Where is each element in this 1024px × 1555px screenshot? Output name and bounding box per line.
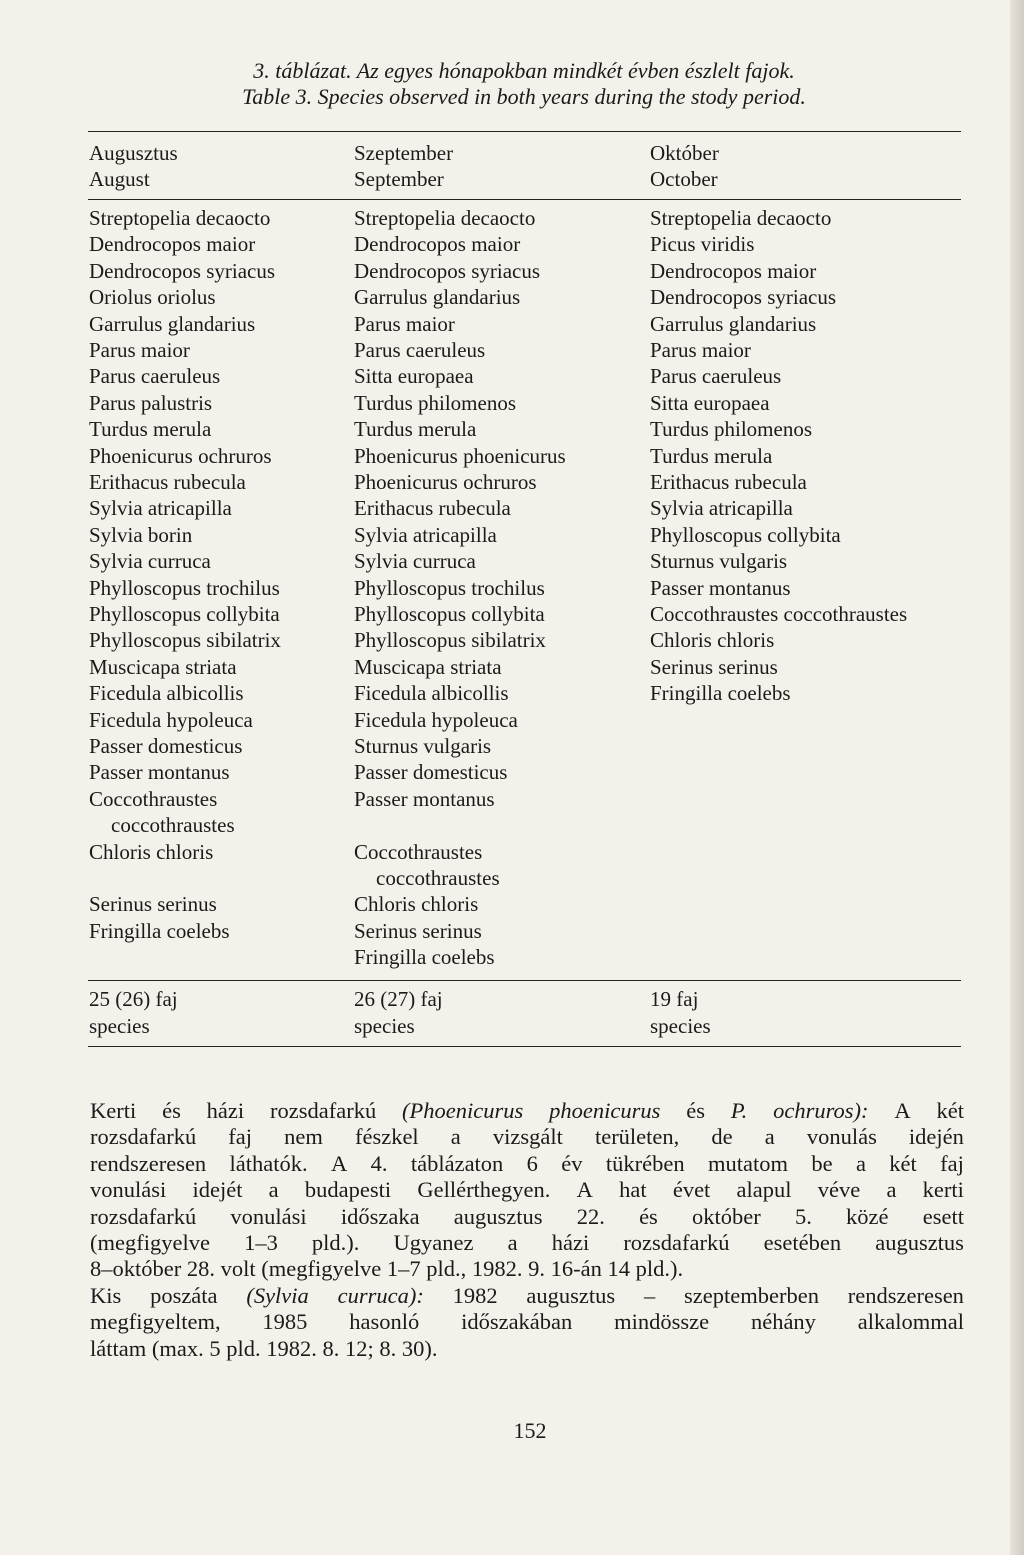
species-cell: Picus viridis bbox=[650, 232, 755, 257]
word: 4. bbox=[370, 1150, 388, 1176]
word: táblázaton bbox=[410, 1150, 504, 1176]
species-cell: Ficedula albicollis bbox=[89, 681, 244, 706]
word: faj bbox=[228, 1124, 253, 1150]
word: a bbox=[268, 1177, 279, 1203]
word: pld. bbox=[226, 1335, 267, 1361]
column-header-hu: Október bbox=[650, 141, 719, 165]
species-cell: Turdus philomenos bbox=[650, 417, 813, 442]
column-header-hu: Szeptember bbox=[354, 141, 454, 165]
species-cell: Sitta europaea bbox=[650, 390, 770, 415]
species-cell: Ficedula albicollis bbox=[354, 681, 509, 706]
word: láttam bbox=[90, 1335, 152, 1361]
species-cell: Turdus merula bbox=[89, 417, 212, 442]
species-cell: Parus palustris bbox=[89, 390, 213, 415]
species-cell: Phylloscopus trochilus bbox=[89, 575, 280, 600]
species-cell: Passer montanus bbox=[89, 760, 230, 785]
word: augusztus bbox=[875, 1229, 964, 1255]
species-cell: Streptopelia decaocto bbox=[354, 206, 536, 230]
word: megfigyeltem, bbox=[90, 1309, 221, 1335]
species-cell: Parus maior bbox=[89, 338, 190, 362]
word: Ugyanez bbox=[393, 1229, 474, 1255]
species-cell: Chloris chloris bbox=[89, 839, 214, 864]
species-cell: Fringilla coelebs bbox=[650, 681, 791, 706]
species-cell: Phylloscopus sibilatrix bbox=[354, 628, 546, 653]
word: (Sylvia bbox=[246, 1282, 309, 1308]
word: be bbox=[811, 1150, 833, 1176]
paragraph-line bbox=[90, 1336, 964, 1362]
word: pld., bbox=[426, 1256, 472, 1282]
word: 22. bbox=[576, 1203, 605, 1229]
word: két bbox=[889, 1150, 917, 1176]
word: a bbox=[764, 1124, 775, 1150]
word: 1–3 bbox=[244, 1229, 278, 1255]
species-cell: Sturnus vulgaris bbox=[354, 734, 492, 758]
word: rozsdafarkú bbox=[623, 1229, 730, 1255]
species-cell: Erithacus rubecula bbox=[650, 470, 807, 494]
body-text bbox=[90, 1098, 964, 1362]
word: néhány bbox=[750, 1309, 816, 1335]
species-cell: Serinus serinus bbox=[89, 892, 217, 917]
species-cell: Coccothraustes coccothraustes bbox=[650, 602, 908, 626]
paragraph-line bbox=[90, 1309, 964, 1335]
species-cell: Muscicapa striata bbox=[89, 654, 237, 679]
table-top-rule bbox=[88, 131, 961, 132]
species-cell: Parus caeruleus bbox=[650, 364, 782, 389]
word: szeptemberben bbox=[684, 1282, 819, 1308]
word: kerti bbox=[922, 1177, 964, 1203]
paragraph-line bbox=[90, 1256, 964, 1282]
column-header-en: August bbox=[89, 167, 150, 191]
paragraph-line bbox=[90, 1204, 964, 1230]
word: 5. bbox=[794, 1203, 812, 1229]
word: A bbox=[576, 1177, 593, 1203]
word: (Phoenicurus bbox=[402, 1098, 524, 1123]
word: nem bbox=[284, 1124, 323, 1150]
word: A bbox=[331, 1150, 348, 1176]
species-cell: Streptopelia decaocto bbox=[89, 206, 271, 230]
species-cell: Coccothraustes bbox=[89, 786, 218, 811]
word: mutatom bbox=[707, 1150, 788, 1176]
word: a bbox=[507, 1229, 518, 1255]
species-cell: Sylvia curruca bbox=[89, 549, 211, 574]
word: hat bbox=[619, 1177, 647, 1203]
word: P. bbox=[730, 1098, 748, 1123]
paragraph-line bbox=[90, 1230, 964, 1256]
species-cell: Turdus philomenos bbox=[354, 390, 517, 415]
species-cell: Streptopelia decaocto bbox=[650, 206, 832, 230]
table-header-rule bbox=[88, 199, 961, 200]
species-cell: Garrulus glandarius bbox=[650, 311, 817, 336]
word: közé bbox=[846, 1203, 889, 1229]
species-cell: Phylloscopus collybita bbox=[650, 522, 841, 547]
species-cell: Sylvia atricapilla bbox=[354, 522, 497, 547]
word: phoenicurus bbox=[549, 1098, 661, 1123]
word: volt bbox=[220, 1256, 262, 1282]
species-cell: Coccothraustes bbox=[354, 839, 483, 864]
species-cell: Erithacus rubecula bbox=[89, 470, 246, 494]
word: a bbox=[450, 1124, 461, 1150]
species-cell: Chloris chloris bbox=[354, 892, 479, 917]
species-cell: Chloris chloris bbox=[650, 628, 775, 653]
species-count-label: species bbox=[354, 1014, 415, 1038]
word: Gellérthegyen. bbox=[417, 1177, 551, 1203]
word: vonulási bbox=[90, 1177, 167, 1203]
word: rendszeresen bbox=[90, 1150, 207, 1176]
species-cell: Fringilla coelebs bbox=[89, 918, 230, 943]
word: 6 bbox=[526, 1150, 538, 1176]
column-header-hu: Augusztus bbox=[89, 141, 178, 165]
species-cell: Sylvia borin bbox=[89, 522, 193, 547]
word: Kerti bbox=[90, 1098, 137, 1123]
word: 8–október bbox=[90, 1256, 187, 1282]
word: pld.). bbox=[635, 1256, 684, 1282]
page-number: 152 bbox=[513, 1418, 547, 1443]
species-cell: Parus caeruleus bbox=[354, 338, 486, 362]
word: házi bbox=[551, 1229, 590, 1255]
page-edge-shadow bbox=[1010, 0, 1024, 1555]
word: október bbox=[692, 1203, 761, 1229]
word: budapesti bbox=[304, 1177, 392, 1203]
word: esetében bbox=[763, 1229, 842, 1255]
species-cell: coccothraustes bbox=[111, 813, 235, 838]
species-cell: Phoenicurus ochruros bbox=[89, 443, 272, 468]
word: láthatók. bbox=[229, 1150, 308, 1176]
word: időszakában bbox=[461, 1309, 573, 1335]
word: véve bbox=[817, 1177, 861, 1203]
species-cell: Phylloscopus collybita bbox=[89, 602, 280, 626]
word: 8. bbox=[379, 1335, 402, 1361]
species-cell: coccothraustes bbox=[376, 866, 500, 890]
word: évet bbox=[672, 1177, 711, 1203]
species-cell: Turdus merula bbox=[650, 443, 773, 468]
table-body-rule bbox=[88, 980, 961, 981]
species-count: 26 (27) faj bbox=[354, 987, 443, 1011]
word: Kis bbox=[90, 1282, 122, 1308]
species-count: 25 (26) faj bbox=[89, 987, 178, 1011]
word: területen, bbox=[594, 1124, 680, 1150]
species-cell: Dendrocopos syriacus bbox=[650, 285, 837, 310]
species-cell: Turdus merula bbox=[354, 417, 477, 442]
word: a bbox=[855, 1150, 866, 1176]
species-cell: Parus maior bbox=[650, 338, 751, 362]
species-cell: Dendrocopos maior bbox=[354, 232, 521, 257]
species-cell: Muscicapa striata bbox=[354, 654, 502, 679]
paragraph-line bbox=[90, 1098, 964, 1124]
word: a bbox=[886, 1177, 897, 1203]
word: év bbox=[561, 1150, 583, 1176]
word: vonulás bbox=[806, 1124, 877, 1150]
word: (megfigyelve bbox=[261, 1256, 387, 1282]
table-bottom-rule bbox=[88, 1046, 961, 1047]
word: fészkel bbox=[354, 1124, 419, 1150]
species-cell: Sylvia atricapilla bbox=[89, 496, 232, 521]
species-cell: Sylvia atricapilla bbox=[650, 496, 793, 521]
word: rozsdafarkú bbox=[90, 1203, 197, 1229]
word: vonulási bbox=[230, 1203, 307, 1229]
word: faj bbox=[940, 1150, 964, 1176]
word: 5 bbox=[209, 1335, 227, 1361]
word: vizsgált bbox=[492, 1124, 563, 1150]
species-cell: Ficedula hypoleuca bbox=[354, 707, 518, 732]
species-cell: Phylloscopus collybita bbox=[354, 602, 545, 626]
species-cell: Dendrocopos syriacus bbox=[354, 258, 541, 283]
word: és bbox=[686, 1098, 705, 1123]
species-cell: Phoenicurus ochruros bbox=[354, 470, 537, 494]
word: 30). bbox=[401, 1335, 438, 1361]
word: mindössze bbox=[614, 1309, 710, 1335]
species-count: 19 faj bbox=[650, 987, 699, 1011]
word: 1982 bbox=[452, 1282, 498, 1308]
table-caption-english: Table 3. Species observed in both years during the stody period. bbox=[242, 84, 806, 109]
word: 14 bbox=[607, 1256, 636, 1282]
paragraph-line bbox=[90, 1283, 964, 1309]
species-cell: Phylloscopus trochilus bbox=[354, 575, 545, 600]
species-cell: Dendrocopos syriacus bbox=[89, 258, 276, 283]
word: tükrében bbox=[605, 1150, 685, 1176]
word: (megfigyelve bbox=[90, 1229, 210, 1255]
word: rendszeresen bbox=[847, 1282, 964, 1308]
species-cell: Erithacus rubecula bbox=[354, 496, 511, 521]
species-cell: Sturnus vulgaris bbox=[650, 549, 788, 574]
paragraph-line bbox=[90, 1124, 964, 1150]
species-cell: Passer domesticus bbox=[354, 760, 508, 785]
species-count-label: species bbox=[650, 1014, 711, 1038]
species-cell: Serinus serinus bbox=[650, 654, 778, 679]
word: idejét bbox=[192, 1177, 243, 1203]
word: két bbox=[936, 1098, 964, 1123]
word: idején bbox=[908, 1124, 964, 1150]
word: poszáta bbox=[150, 1282, 218, 1308]
word: 1–7 bbox=[386, 1256, 427, 1282]
word: hasonló bbox=[349, 1309, 420, 1335]
word: és bbox=[162, 1098, 181, 1123]
word: 28. bbox=[186, 1256, 221, 1282]
species-cell: Passer montanus bbox=[650, 575, 791, 600]
word: esett bbox=[922, 1203, 964, 1229]
paragraph-line bbox=[90, 1151, 964, 1177]
word: 1985 bbox=[262, 1309, 308, 1335]
species-cell: Dendrocopos maior bbox=[89, 232, 256, 257]
species-cell: Sylvia curruca bbox=[354, 549, 476, 574]
column-header-en: October bbox=[650, 167, 718, 191]
word: de bbox=[711, 1124, 733, 1150]
species-cell: Passer domesticus bbox=[89, 734, 243, 758]
species-cell: Serinus serinus bbox=[354, 918, 482, 943]
species-cell: Sitta europaea bbox=[354, 364, 474, 389]
species-cell: Dendrocopos maior bbox=[650, 258, 817, 283]
table-caption-hungarian: 3. táblázat. Az egyes hónapokban mindkét évben észlelt fajok. bbox=[253, 58, 795, 83]
word: 1982. bbox=[471, 1256, 529, 1282]
paragraph-line bbox=[90, 1177, 964, 1203]
word: A bbox=[894, 1098, 911, 1123]
word: curruca): bbox=[337, 1282, 424, 1308]
species-cell: Phoenicurus phoenicurus bbox=[354, 443, 566, 468]
word: augusztus bbox=[453, 1203, 543, 1229]
word: 16-án bbox=[550, 1256, 608, 1282]
word: rozsdafarkú bbox=[270, 1098, 377, 1123]
word: házi bbox=[206, 1098, 245, 1123]
word: augusztus bbox=[526, 1282, 616, 1308]
species-cell: Ficedula hypoleuca bbox=[89, 707, 253, 732]
word: – bbox=[643, 1282, 656, 1308]
species-cell: Fringilla coelebs bbox=[354, 945, 495, 970]
word: ochruros): bbox=[773, 1098, 869, 1123]
species-cell: Parus caeruleus bbox=[89, 364, 221, 389]
species-cell: Passer montanus bbox=[354, 786, 495, 811]
species-cell: Phylloscopus sibilatrix bbox=[89, 628, 281, 653]
word: pld.). bbox=[311, 1229, 360, 1255]
word: (max. bbox=[151, 1335, 210, 1361]
species-cell: Oriolus oriolus bbox=[89, 285, 216, 310]
word: alkalommal bbox=[857, 1309, 964, 1335]
word: 1982. bbox=[266, 1335, 323, 1361]
word: 9. bbox=[528, 1256, 551, 1282]
species-cell: Garrulus glandarius bbox=[354, 285, 521, 310]
species-count-label: species bbox=[89, 1014, 150, 1038]
column-header-en: September bbox=[354, 167, 444, 191]
word: 8. bbox=[322, 1335, 345, 1361]
word: és bbox=[639, 1203, 658, 1229]
word: rozsdafarkú bbox=[90, 1124, 197, 1150]
word: időszaka bbox=[340, 1203, 420, 1229]
species-cell: Parus maior bbox=[354, 311, 455, 336]
word: 12; bbox=[344, 1335, 380, 1361]
species-cell: Garrulus glandarius bbox=[89, 311, 256, 336]
word: alapul bbox=[736, 1177, 792, 1203]
